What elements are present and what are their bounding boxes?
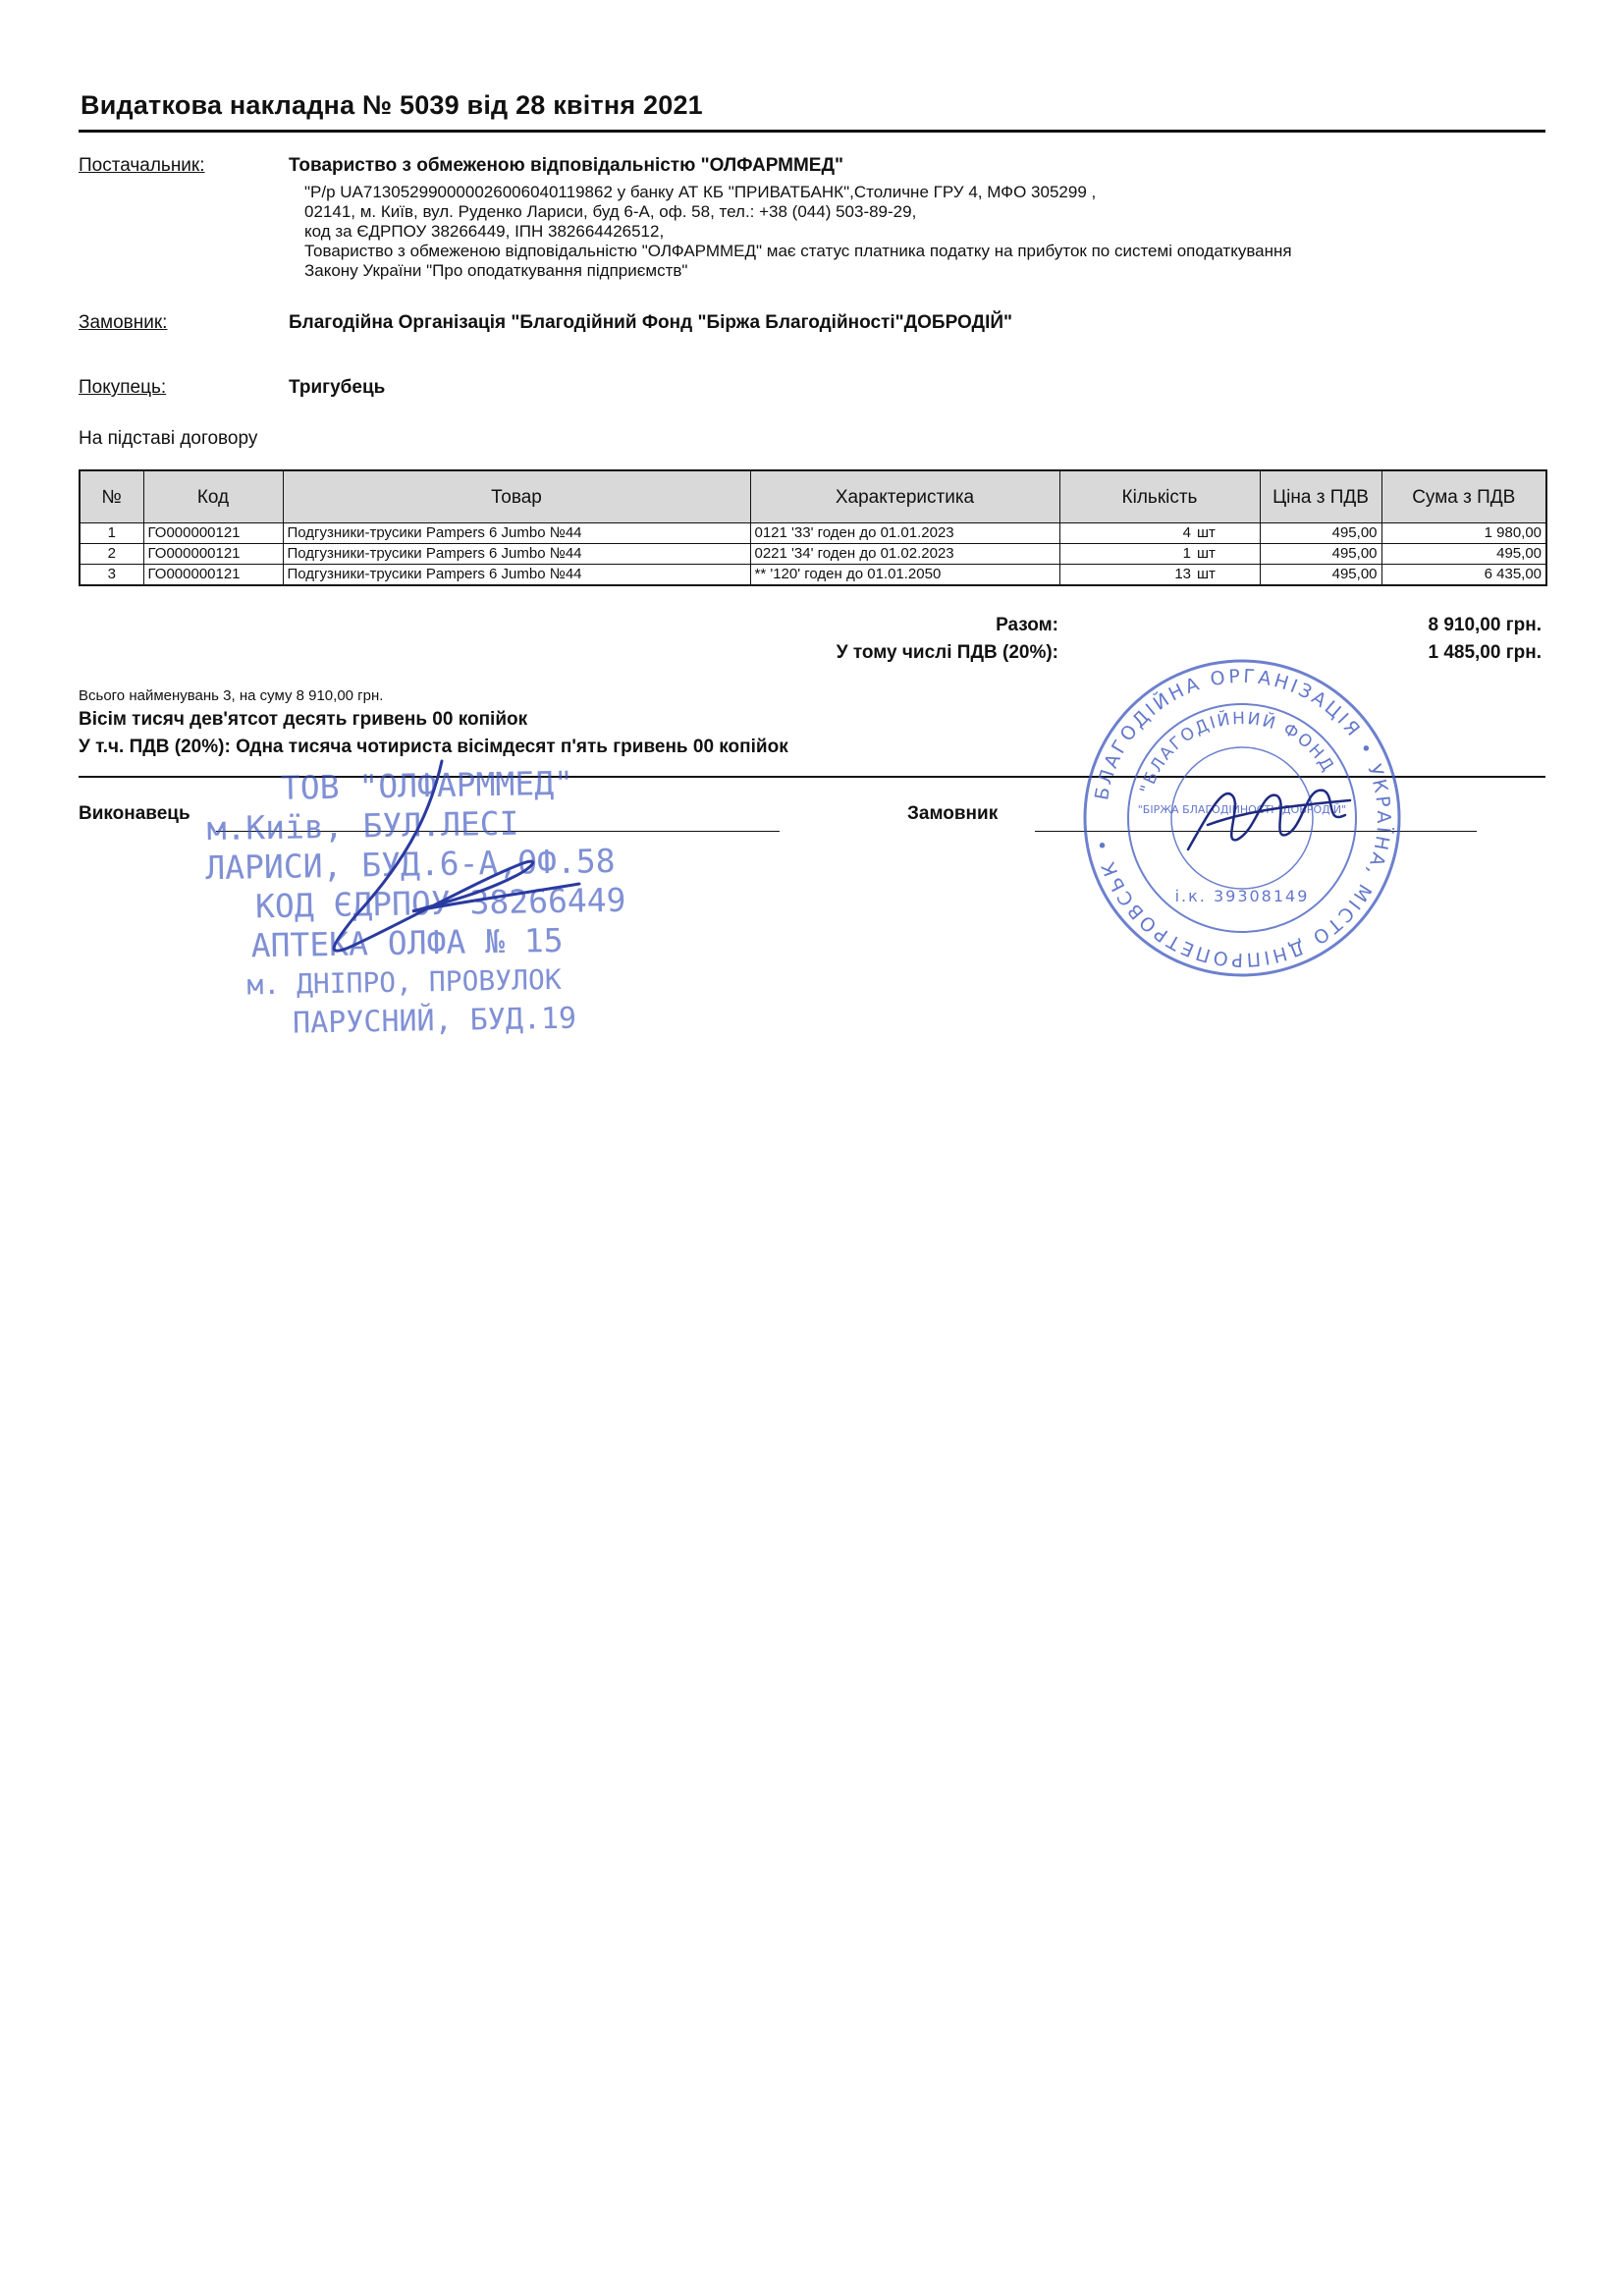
stamp-line: м.Київ, БУЛ.ЛЕСІ [206,803,519,848]
row-sum: 495,00 [1381,544,1546,565]
vat-in-words: У т.ч. ПДВ (20%): Одна тисяча чотириста вісімдесят п'ять гривень 00 копійок [79,737,788,757]
row-code: ГО000000121 [143,544,283,565]
row-code: ГО000000121 [143,523,283,544]
round-stamp-center-text: "БІРЖА БЛАГОДІЙНОСТІ "ДОБРОДІЙ" [1137,803,1347,816]
row-price: 495,00 [1260,565,1381,586]
stamp-line: ЛАРИСИ, БУД.6-А,ОФ.58 [204,841,616,888]
row-unit: шт [1195,544,1260,565]
vat-value: 1 485,00 грн. [1428,642,1542,663]
executor-signature [295,746,609,982]
supplier-detail-line: Закону України "Про оподаткування підприємств" [304,261,688,280]
items-table [79,469,1547,586]
stamp-line: КОД ЄДРПОУ 38266449 [254,880,626,926]
supplier-details [304,183,1292,281]
round-stamp-code: і.к. 39308149 [1174,887,1310,905]
supplier-label: Постачальник: [79,155,205,176]
row-quantity: 4 [1059,523,1195,544]
row-number: 3 [80,565,143,586]
row-characteristic: 0221 '34' годен до 01.02.2023 [750,544,1059,565]
amount-in-words: Вісім тисяч дев'ятсот десять гривень 00 копійок [79,709,528,730]
row-product: Подгузники-трусики Pampers 6 Jumbo №44 [283,565,750,586]
header-code: Код [143,470,283,523]
supplier-detail-line: 02141, м. Київ, вул. Руденко Лариси, буд 6-А, оф. 58, тел.: +38 (044) 503-89-29, [304,202,917,221]
title-rule [79,130,1545,133]
header-price: Ціна з ПДВ [1260,470,1381,523]
table-row [80,565,1546,586]
customer-sign-label: Замовник [907,803,999,824]
row-unit: шт [1195,565,1260,586]
stamp-line: м. ДНІПРО, ПРОВУЛОК [246,962,562,1002]
contract-basis: На підставі договору [79,428,258,449]
supplier-detail-line: код за ЄДРПОУ 38266449, ІПН 382664426512, [304,222,665,241]
row-product: Подгузники-трусики Pampers 6 Jumbo №44 [283,544,750,565]
row-price: 495,00 [1260,544,1381,565]
table-row [80,544,1546,565]
header-number: № [80,470,143,523]
table-row [80,523,1546,544]
row-quantity: 1 [1059,544,1195,565]
header-characteristic: Характеристика [750,470,1059,523]
row-sum: 6 435,00 [1381,565,1546,586]
header-quantity: Кількість [1059,470,1260,523]
items-count-line: Всього найменувань 3, на суму 8 910,00 грн. [79,687,384,704]
stamp-line: ПАРУСНИЙ, БУД.19 [292,1001,577,1041]
round-stamp-outer-text: БЛАГОДІЙНА ОРГАНІЗАЦІЯ • УКРАЇНА, МІСТО ДНІПРОПЕТРОВСЬК • [1091,665,1395,971]
header-sum: Сума з ПДВ [1381,470,1546,523]
row-number: 1 [80,523,143,544]
stamp-line: АПТЕКА ОЛФА № 15 [250,920,564,965]
total-value: 8 910,00 грн. [1428,615,1542,635]
customer-label: Замовник: [79,312,168,333]
buyer-label: Покупець: [79,377,167,398]
header-product: Товар [283,470,750,523]
table-header-row [80,470,1546,523]
executor-label: Виконавець [79,803,190,824]
row-code: ГО000000121 [143,565,283,586]
supplier-detail-line: Товариство з обмеженою відповідальністю "ОЛФАРММЕД" має статус платника податку на прибуток по системі оподаткування [304,242,1292,260]
round-stamp-inner-text: "БЛАГОДІЙНИЙ ФОНД [1136,708,1338,796]
row-quantity: 13 [1059,565,1195,586]
supplier-detail-line: "Р/р UA713052990000026006040119862 у банку АТ КБ "ПРИВАТБАНК",Столичне ГРУ 4, МФО 305299 , [304,183,1097,201]
buyer-name: Тригубець [289,377,386,398]
row-price: 495,00 [1260,523,1381,544]
customer-name: Благодійна Організація "Благодійний Фонд "Біржа Благодійності"ДОБРОДІЙ" [289,312,1013,333]
stamp-line: ТОВ "ОЛФАРММЕД" [280,763,574,807]
row-characteristic: ** '120' годен до 01.01.2050 [750,565,1059,586]
row-product: Подгузники-трусики Pampers 6 Jumbo №44 [283,523,750,544]
row-characteristic: 0121 '33' годен до 01.01.2023 [750,523,1059,544]
customer-signature [1178,756,1355,874]
supplier-name: Товариство з обмеженою відповідальністю "ОЛФАРММЕД" [289,155,844,176]
document-title: Видаткова накладна № 5039 від 28 квітня 2021 [81,90,703,120]
vat-label: У тому числі ПДВ (20%): [836,642,1058,663]
total-label: Разом: [996,615,1058,635]
row-number: 2 [80,544,143,565]
row-sum: 1 980,00 [1381,523,1546,544]
row-unit: шт [1195,523,1260,544]
